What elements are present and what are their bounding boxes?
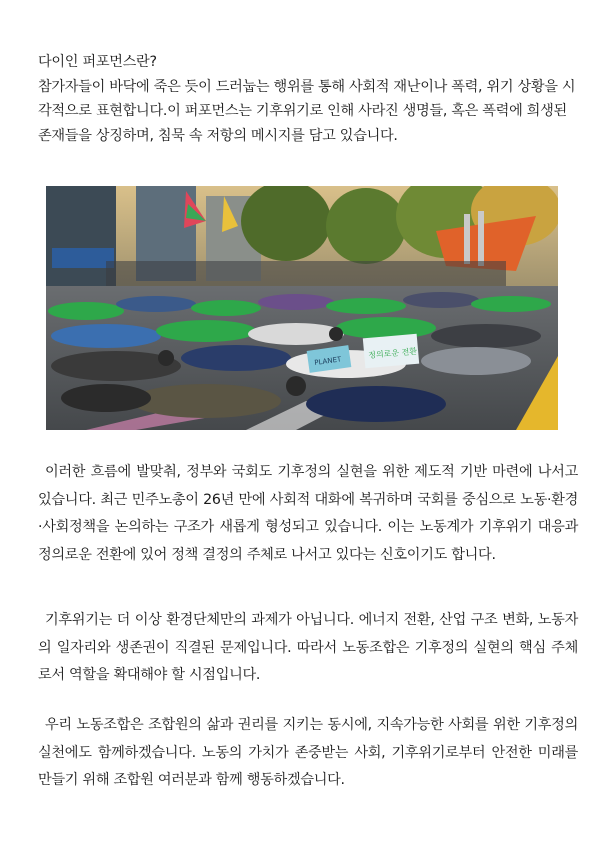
photo-illustration xyxy=(46,186,558,430)
paragraph-1: 이러한 흐름에 발맞춰, 정부와 국회도 기후정의 실현을 위한 제도적 기반 마련에 나서고 있습니다. 최근 민주노총이 26년 만에 사회적 대화에 복귀하며 국회를 중심으로 노동·환경·사회정책을 논의하는 구조가 새롭게 형성되고 있습니다. 이는 노동계가 기후위기 대응과 정의로운 전환에 있어 정책 결정의 주체로 나서고 있다는 신호이기도 합니다. xyxy=(38,464,578,563)
intro-heading: 다이인 퍼포먼스란? xyxy=(38,54,157,70)
installation-pole xyxy=(478,211,484,266)
die-in-protest-photo xyxy=(46,186,558,430)
installation-pole xyxy=(464,214,470,264)
paragraph-2: 기후위기는 더 이상 환경단체만의 과제가 아닙니다. 에너지 전환, 산업 구조 변화, 노동자의 일자리와 생존권이 직결된 문제입니다. 따라서 노동조합은 기후정의 실현의 핵심 주체로서 역할을 확대해야 할 시점입니다. xyxy=(38,612,578,683)
protest-sign-left-text: PLANET xyxy=(313,355,342,368)
blue-sign xyxy=(52,248,114,268)
standing-crowd xyxy=(106,261,506,289)
building-left xyxy=(46,186,116,286)
intro-text: 참가자들이 바닥에 죽은 듯이 드러눕는 행위를 통해 사회적 재난이나 폭력, 위기 상황을 시각적으로 표현합니다.이 퍼포먼스는 기후위기로 인해 사라진 생명들, 혹은 폭력에 희생된 존재들을 상징하며, 침묵 속 저항의 메시지를 담고 있습니다. xyxy=(38,78,576,144)
intro-section xyxy=(38,50,578,148)
tree xyxy=(326,188,406,264)
protest-sign-right-text: 정의로운 전환 xyxy=(367,346,418,360)
paragraph-3: 우리 노동조합은 조합원의 삶과 권리를 지키는 동시에, 지속가능한 사회를 위한 기후정의 실천에도 함께하겠습니다. 노동의 가치가 존중받는 사회, 기후위기로부터 안전한 미래를 만들기 위해 조합원 여러분과 함께 행동하겠습니다. xyxy=(38,717,578,788)
